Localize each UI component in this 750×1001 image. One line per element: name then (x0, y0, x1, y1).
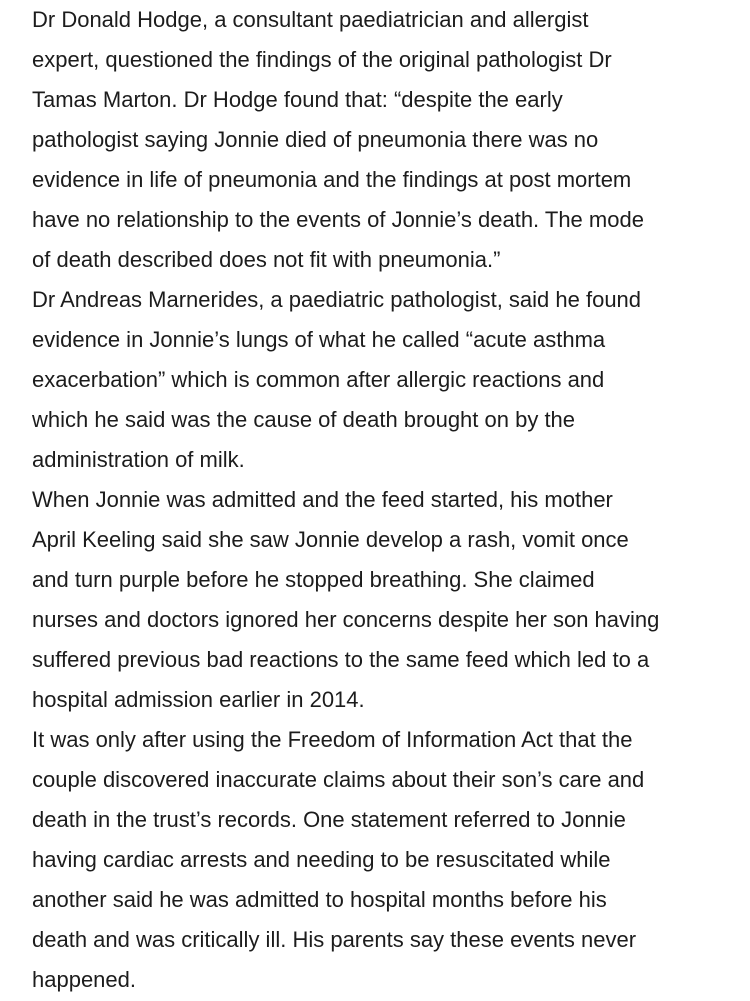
paragraph-4-line-5: another said he was admitted to hospital months before his (32, 887, 607, 912)
paragraph-4-line-3: death in the trust’s records. One statement referred to Jonnie (32, 807, 626, 832)
paragraph-2-line-5: administration of milk. (32, 447, 245, 472)
paragraph-1-line-3: Tamas Marton. Dr Hodge found that: “despite the early (32, 87, 563, 112)
paragraph-4-line-4: having cardiac arrests and needing to be resuscitated while (32, 847, 611, 872)
paragraph-4-line-2: couple discovered inaccurate claims about their son’s care and (32, 767, 645, 792)
paragraph-3-line-5: suffered previous bad reactions to the same feed which led to a (32, 647, 650, 672)
paragraph-3-line-3: and turn purple before he stopped breathing. She claimed (32, 567, 595, 592)
paragraph-4-line-1: It was only after using the Freedom of Information Act that the (32, 727, 633, 752)
paragraph-1-line-6: have no relationship to the events of Jonnie’s death. The mode (32, 207, 644, 232)
paragraph-3-line-4: nurses and doctors ignored her concerns despite her son having (32, 607, 660, 632)
paragraph-1-line-7: of death described does not fit with pneumonia.” (32, 247, 501, 272)
paragraph-4-line-7: happened. (32, 967, 136, 992)
paragraph-2-line-3: exacerbation” which is common after allergic reactions and (32, 367, 605, 392)
paragraph-1-line-4: pathologist saying Jonnie died of pneumonia there was no (32, 127, 599, 152)
paragraph-2-line-2: evidence in Jonnie’s lungs of what he called “acute asthma (32, 327, 606, 352)
paragraph-2-line-4: which he said was the cause of death brought on by the (32, 407, 576, 432)
paragraph-4-line-6: death and was critically ill. His parents say these events never (32, 927, 637, 952)
paragraph-1-line-2: expert, questioned the findings of the original pathologist Dr (32, 47, 612, 72)
paragraph-3-line-1: When Jonnie was admitted and the feed started, his mother (32, 487, 613, 512)
paragraph-3-line-6: hospital admission earlier in 2014. (32, 687, 365, 712)
paragraph-3-line-2: April Keeling said she saw Jonnie develop a rash, vomit once (32, 527, 629, 552)
paragraph-1-line-5: evidence in life of pneumonia and the findings at post mortem (32, 167, 632, 192)
paragraph-2-line-1: Dr Andreas Marnerides, a paediatric pathologist, said he found (32, 287, 642, 312)
paragraph-1-line-1: Dr Donald Hodge, a consultant paediatrician and allergist (32, 7, 589, 32)
